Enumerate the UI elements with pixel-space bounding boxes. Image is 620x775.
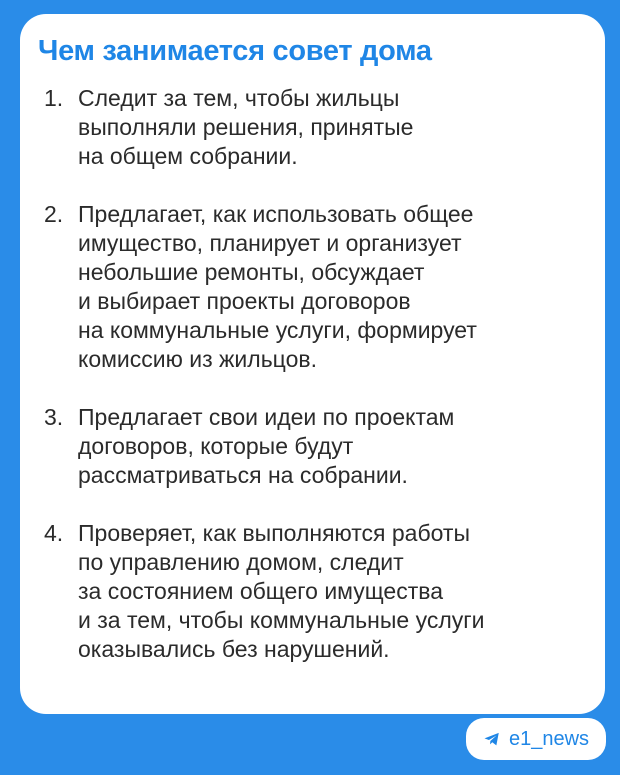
list-item-4 xyxy=(44,519,594,664)
channel-name: e1_news xyxy=(508,728,590,750)
channel-badge[interactable] xyxy=(466,718,606,760)
list-item-3 xyxy=(44,403,594,490)
telegram-icon xyxy=(483,730,501,748)
list-item-1 xyxy=(44,84,594,171)
list-item-2 xyxy=(44,200,594,374)
duties-list xyxy=(44,84,594,693)
list-item-number: 2. xyxy=(44,201,64,227)
list-item-text: Предлагает, как использовать общее имущество, планирует и организует небольшие ремонты, обсуждает и выбирает проекты договоров на коммунальные услуги, формирует комиссию из жильцов. xyxy=(78,201,477,372)
content-card xyxy=(20,14,605,714)
list-item-number: 1. xyxy=(44,85,64,111)
list-item-text: Проверяет, как выполняются работы по управлению домом, следит за состоянием общего имущества и за тем, чтобы коммунальные услуги оказывались без нарушений. xyxy=(78,520,485,662)
page-title: Чем занимается совет дома xyxy=(38,35,432,67)
list-item-text: Следит за тем, чтобы жильцы выполняли решения, принятые на общем собрании. xyxy=(78,85,414,169)
list-item-number: 3. xyxy=(44,404,64,430)
list-item-number: 4. xyxy=(44,520,64,546)
list-item-text: Предлагает свои идеи по проектам договоров, которые будут рассматриваться на собрании. xyxy=(78,404,455,488)
